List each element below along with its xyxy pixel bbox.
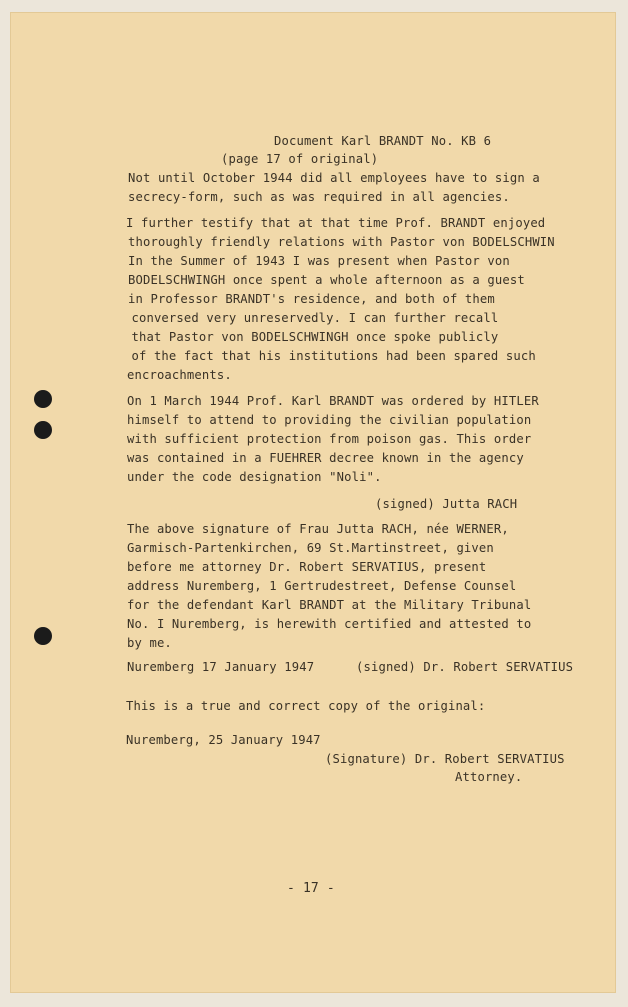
text-line: I further testify that at that time Prof. BRANDT enjoyed — [126, 216, 546, 230]
text-line: On 1 March 1944 Prof. Karl BRANDT was ordered by HITLER — [127, 394, 539, 408]
text-line: with sufficient protection from poison gas. This order — [127, 432, 532, 446]
text-line: BODELSCHWINGH once spent a whole afternoon as a guest — [128, 273, 525, 287]
place-date: Nuremberg 17 January 1947 — [127, 660, 315, 674]
text-line: secrecy-form, such as was required in all agencies. — [128, 190, 510, 204]
text-line: No. I Nuremberg, is herewith certified and attested to — [127, 617, 532, 631]
text-line: for the defendant Karl BRANDT at the Military Tribunal — [127, 598, 532, 612]
signature-servatius: (signed) Dr. Robert SERVATIUS — [356, 660, 574, 674]
certification-text: This is a true and correct copy of the original: — [126, 699, 486, 713]
punch-hole — [34, 421, 52, 439]
text-line: by me. — [127, 636, 172, 650]
text-line: Garmisch-Partenkirchen, 69 St.Martinstreet, given — [127, 541, 494, 555]
text-line: in Professor BRANDT's residence, and both of them — [128, 292, 495, 306]
signature-block: (Signature) Dr. Robert SERVATIUS — [325, 752, 565, 766]
text-line: himself to attend to providing the civilian population — [127, 413, 532, 427]
text-line: before me attorney Dr. Robert SERVATIUS, present — [127, 560, 487, 574]
text-line: thoroughly friendly relations with Pastor von BODELSCHWIN — [128, 235, 555, 249]
punch-hole — [34, 390, 52, 408]
attorney-title: Attorney. — [455, 770, 523, 784]
text-line: encroachments. — [127, 368, 232, 382]
signature-rach: (signed) Jutta RACH — [375, 497, 518, 511]
text-line: that Pastor von BODELSCHWINGH once spoke publicly — [124, 330, 499, 344]
text-line: conversed very unreservedly. I can further recall — [124, 311, 499, 325]
text-line: Not until October 1944 did all employees have to sign a — [128, 171, 540, 185]
text-line: address Nuremberg, 1 Gertrudestreet, Defense Counsel — [127, 579, 517, 593]
text-line: of the fact that his institutions had been spared such — [124, 349, 536, 363]
text-line: The above signature of Frau Jutta RACH, née WERNER, — [127, 522, 509, 536]
text-line: was contained in a FUEHRER decree known in the agency — [127, 451, 524, 465]
text-line: under the code designation "Noli". — [127, 470, 382, 484]
text-line: In the Summer of 1943 I was present when Pastor von — [128, 254, 510, 268]
document-header: Document Karl BRANDT No. KB 6 — [274, 134, 492, 148]
page-number: - 17 - — [287, 881, 335, 896]
copy-date: Nuremberg, 25 January 1947 — [126, 733, 321, 747]
punch-hole — [34, 627, 52, 645]
page-reference: (page 17 of original) — [221, 152, 379, 166]
